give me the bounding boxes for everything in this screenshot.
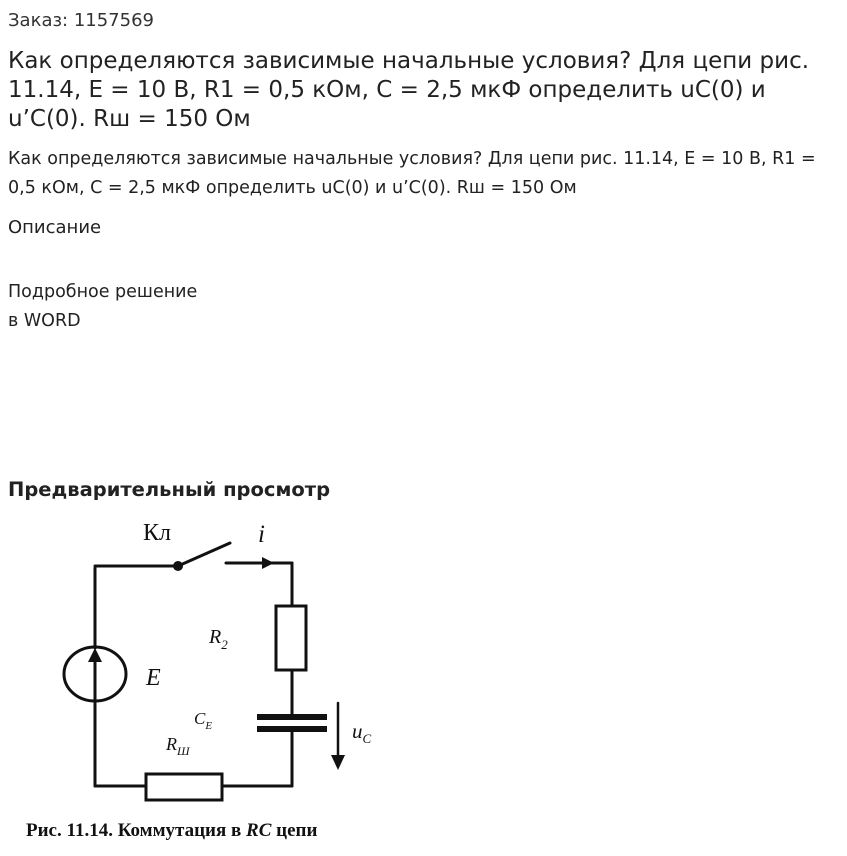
cap-label — [194, 709, 212, 732]
figure-caption — [26, 820, 317, 841]
uc-label-sub: C — [362, 731, 372, 746]
capacitor-plate-bottom — [257, 726, 327, 732]
circuit-diagram — [0, 508, 420, 856]
source-arrow-icon — [88, 648, 102, 662]
r2-resistor — [276, 606, 306, 670]
rsh-resistor — [146, 774, 222, 800]
rsh-label-sub: Ш — [177, 744, 190, 758]
switch-blade — [178, 543, 230, 566]
circuit-figure — [0, 508, 420, 856]
rsh-label — [165, 734, 191, 758]
r2-label-main: R — [209, 626, 222, 648]
solution-info — [8, 278, 197, 336]
capacitor-plate-top — [257, 714, 327, 720]
solution-line-1: Подробное решение — [8, 282, 198, 302]
cap-label-sub: E — [205, 720, 213, 732]
description-label: Описание — [8, 217, 102, 238]
caption-prefix: Рис. 11.14. Коммутация в — [26, 820, 247, 841]
page-title: Как определяются зависимые начальные условия? Для цепи рис. 11.14, E = 10 В, R1 = 0,5 кОм, C = 2,5 мкФ определить uC(0) и u’C(0). Rш = 150 Ом — [8, 48, 810, 132]
uc-label — [352, 719, 372, 746]
caption-suffix: цепи — [271, 820, 318, 841]
solution-line-2: в WORD — [8, 311, 81, 331]
switch-pivot — [173, 561, 183, 571]
r2-label — [208, 626, 228, 652]
problem-description: Как определяются зависимые начальные условия? Для цепи рис. 11.14, E = 10 В, R1 = 0,5 кОм, C = 2,5 мкФ определить uC(0) и u’C(0). Rш = 150 Ом — [8, 149, 816, 198]
uc-arrow-icon — [331, 755, 345, 770]
current-label: i — [258, 521, 265, 548]
uc-label-main: u — [352, 719, 363, 743]
switch-label: Кл — [143, 520, 171, 546]
current-arrow-icon — [262, 557, 274, 569]
preview-heading: Предварительный просмотр — [8, 478, 331, 501]
cap-label-main: C — [194, 709, 206, 728]
r2-label-sub: 2 — [221, 637, 228, 652]
source-label: E — [146, 665, 161, 691]
caption-rc: RC — [246, 820, 272, 841]
rsh-label-main: R — [166, 734, 177, 754]
order-number: Заказ: 1157569 — [8, 10, 154, 31]
